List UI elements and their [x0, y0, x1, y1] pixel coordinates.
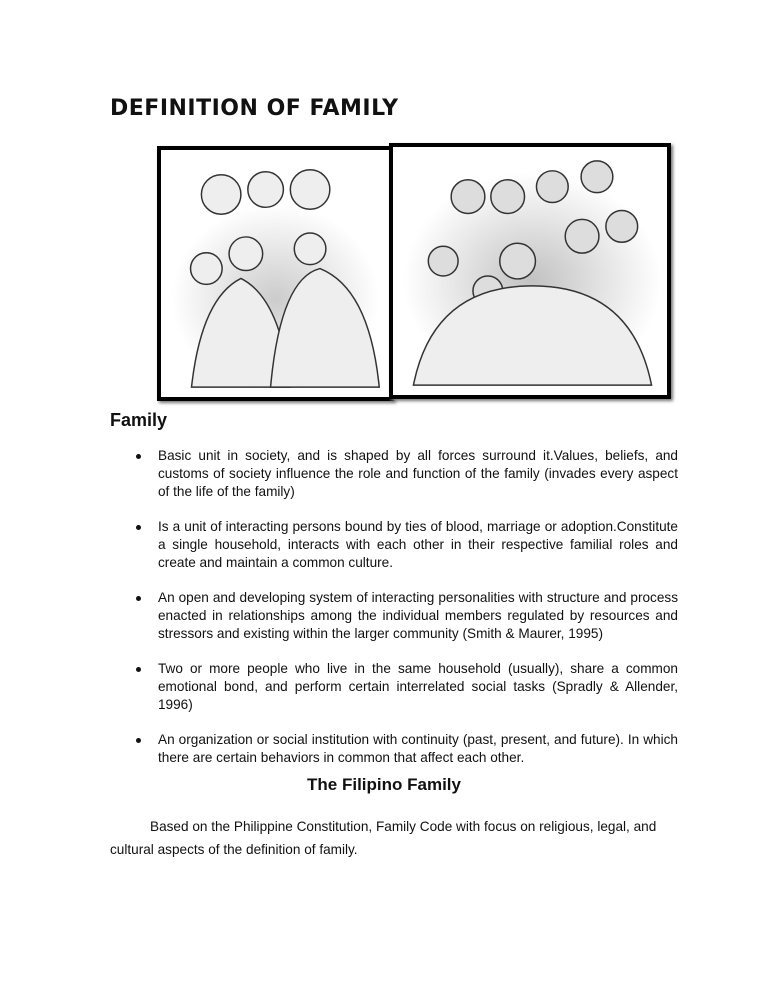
list-item-text: Basic unit in society, and is shaped by all forces surround it.Values, beliefs, and customs of society influence the role and function of the family (invades every aspect of the life of the family)	[158, 448, 678, 499]
list-item-text: Is a unit of interacting persons bound by ties of blood, marriage or adoption.Constitute a single household, interacts with each other in their respective familial roles and create and maintain a common culture.	[158, 519, 678, 570]
page-title: DEFINITION OF FAMILY	[110, 96, 399, 121]
bullet-icon	[136, 738, 141, 743]
sketch-illustration	[161, 150, 390, 397]
body-paragraph: Based on the Philippine Constitution, Family Code with focus on religious, legal, and cultural aspects of the definition of family.	[110, 819, 657, 857]
bullet-icon	[136, 454, 141, 459]
bullet-icon	[136, 667, 141, 672]
list-item	[136, 589, 678, 643]
list-item-text: An organization or social institution with continuity (past, present, and future). In which there are certain behaviors in common that affect each other.	[158, 732, 678, 765]
list-item-text: An open and developing system of interacting personalities with structure and process enacted in relationships among the individual members regulated by resources and stressors and existing within the larger community (Smith & Maurer, 1995)	[158, 590, 678, 641]
family-sketch-image-2	[389, 143, 671, 399]
section-heading-family: Family	[110, 410, 168, 430]
family-sketch-image-1	[157, 146, 394, 401]
bullet-icon	[136, 525, 141, 530]
list-item-text: Two or more people who live in the same household (usually), share a common emotional bond, and perform certain interrelated social tasks (Spradly & Allender, 1996)	[158, 661, 678, 712]
definition-list	[136, 447, 678, 784]
list-item	[136, 731, 678, 767]
list-item	[136, 447, 678, 501]
list-item	[136, 660, 678, 714]
subheading-filipino-family: The Filipino Family	[307, 775, 461, 794]
bullet-icon	[136, 596, 141, 601]
sketch-illustration	[393, 147, 667, 395]
list-item	[136, 518, 678, 572]
